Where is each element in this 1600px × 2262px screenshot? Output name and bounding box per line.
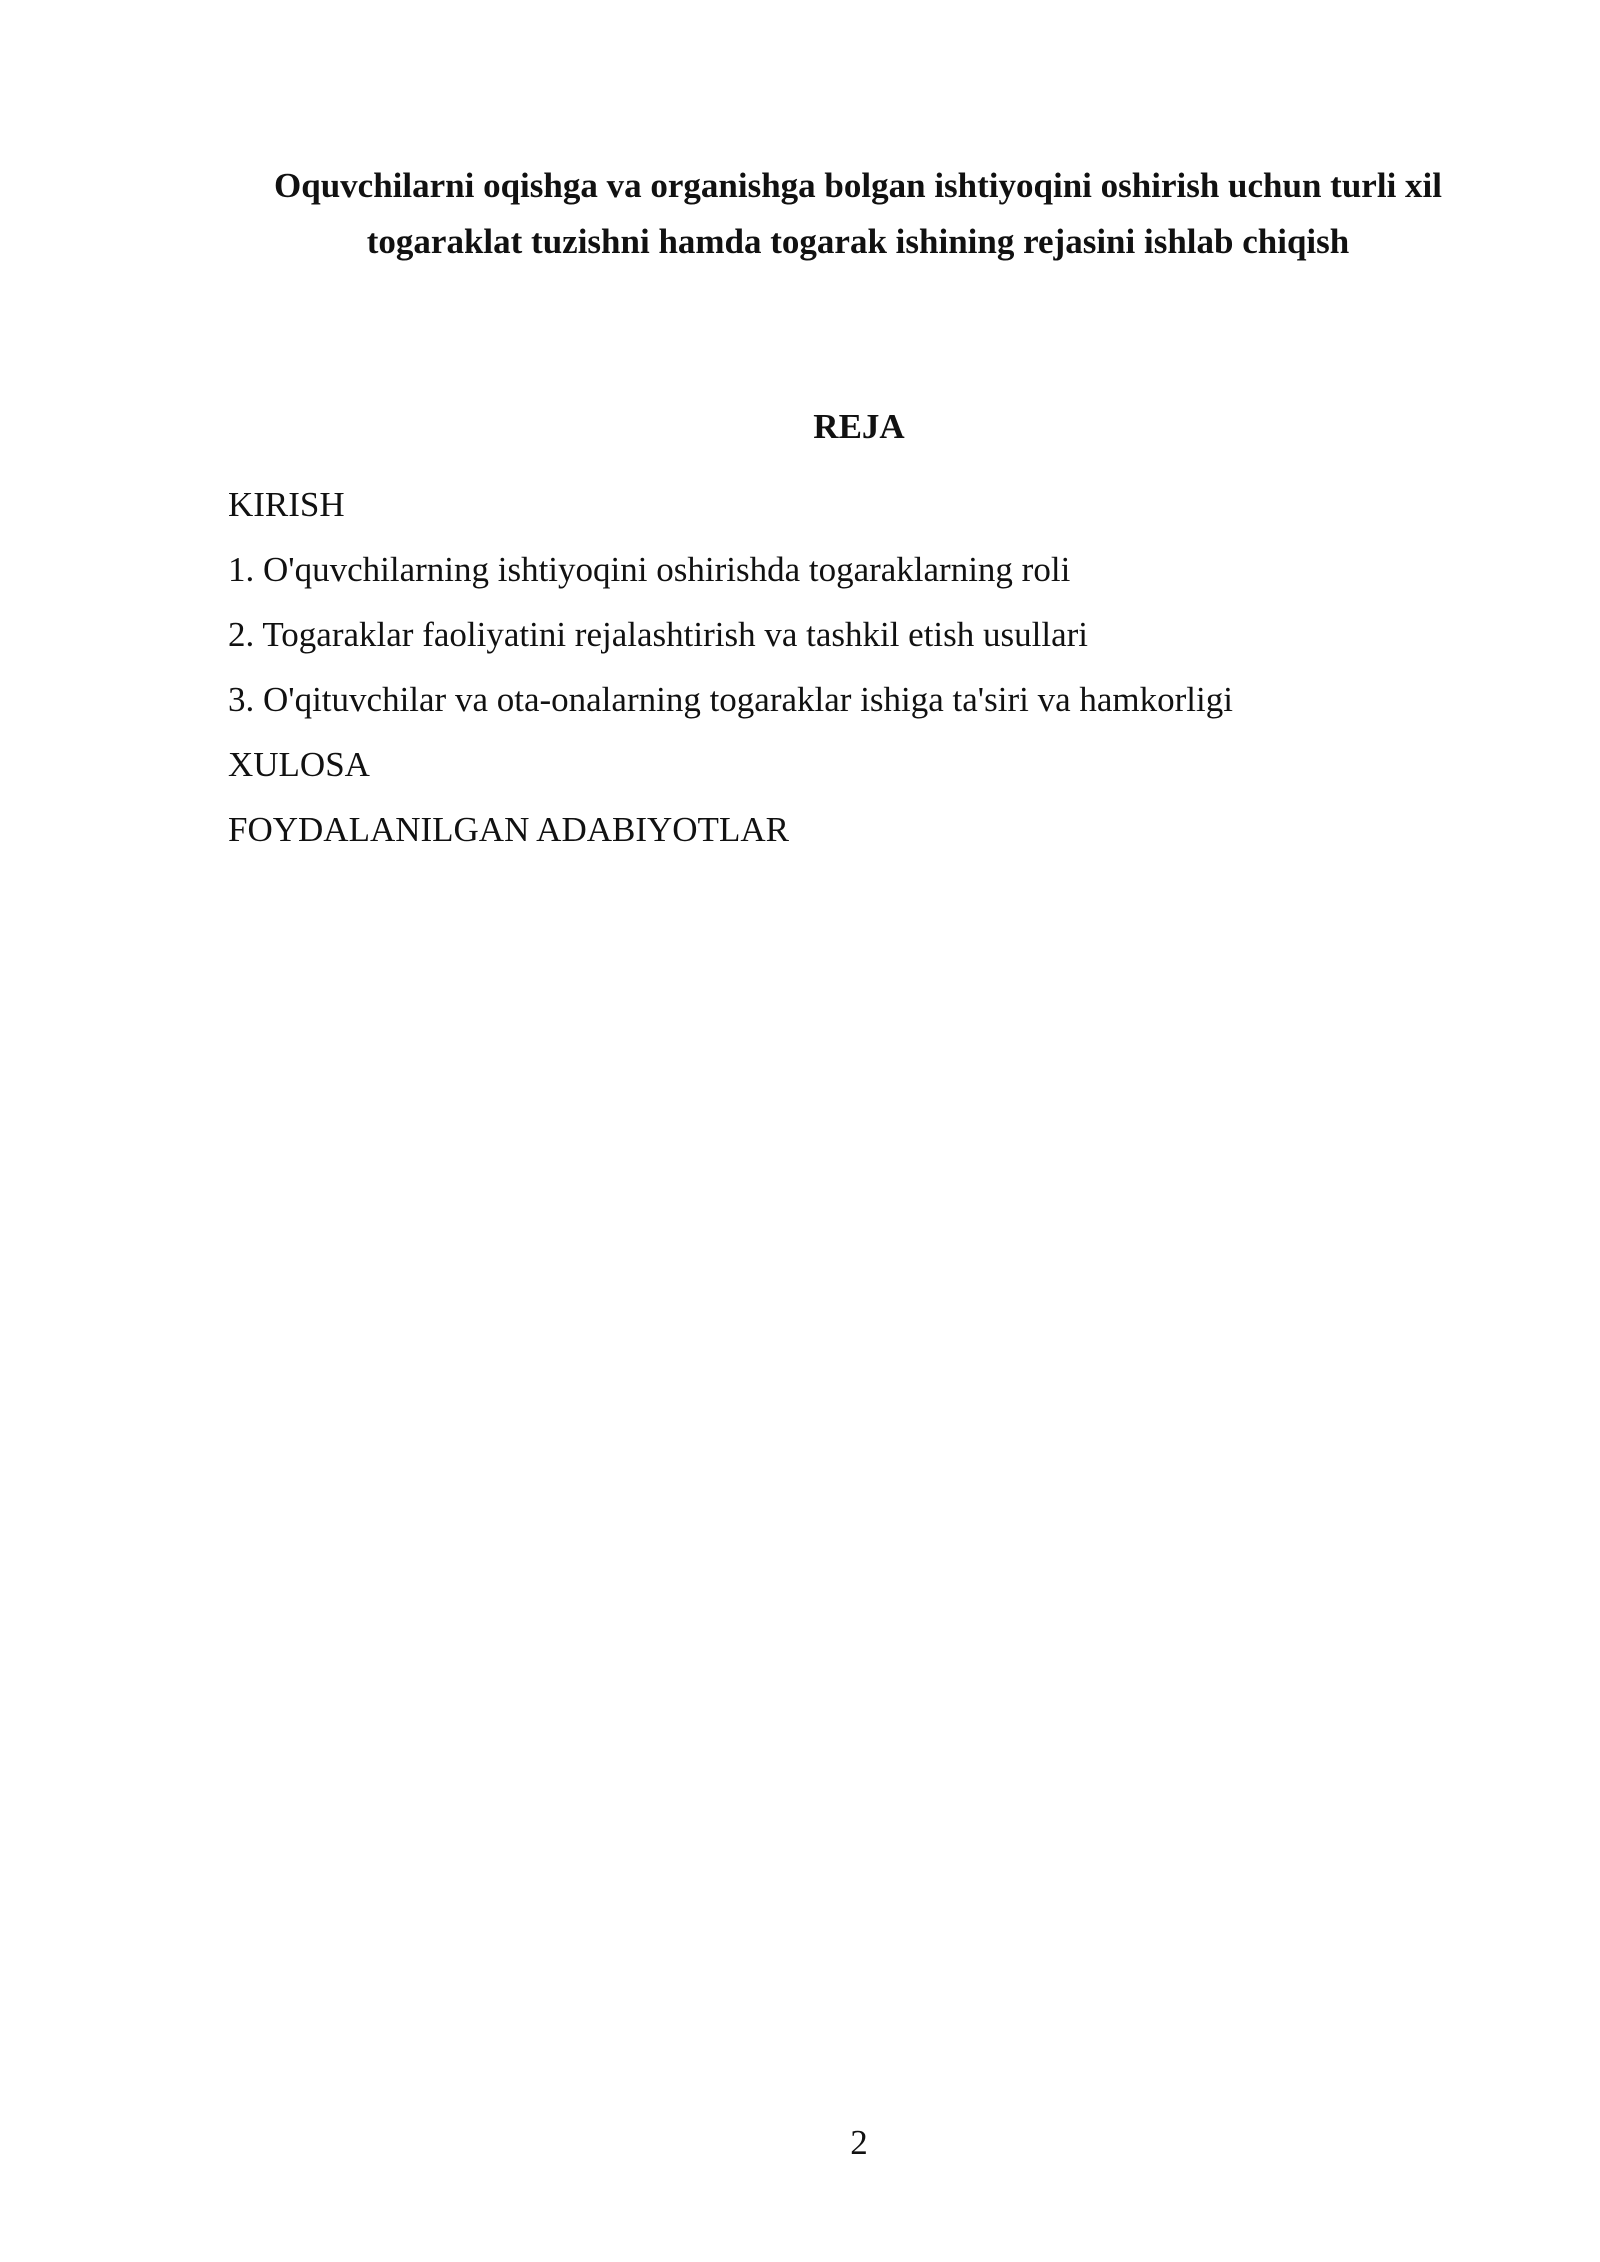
document-title <box>228 158 1488 270</box>
page-number: 2 <box>850 2123 868 2162</box>
outline-item-references: FOYDALANILGAN ADABIYOTLAR <box>228 810 789 849</box>
outline-item-intro: KIRISH <box>228 485 345 524</box>
outline-item-conclusion: XULOSA <box>228 745 370 784</box>
outline-item-1: 1. O'quvchilarning ishtiyoqini oshirishda togaraklarning roli <box>228 550 1071 589</box>
title-line-1: Oquvchilarni oqishga va organishga bolgan ishtiyoqini oshirish uchun turli xil <box>274 166 1442 205</box>
outline-item-2: 2. Togaraklar faoliyatini rejalashtirish va tashkil etish usullari <box>228 615 1089 654</box>
plan-outline <box>228 472 1233 862</box>
plan-heading: REJA <box>813 407 905 446</box>
title-line-2: togaraklat tuzishni hamda togarak ishining rejasini ishlab chiqish <box>366 222 1350 261</box>
outline-item-3: 3. O'qituvchilar va ota-onalarning togaraklar ishiga ta'siri va hamkorligi <box>228 680 1233 719</box>
